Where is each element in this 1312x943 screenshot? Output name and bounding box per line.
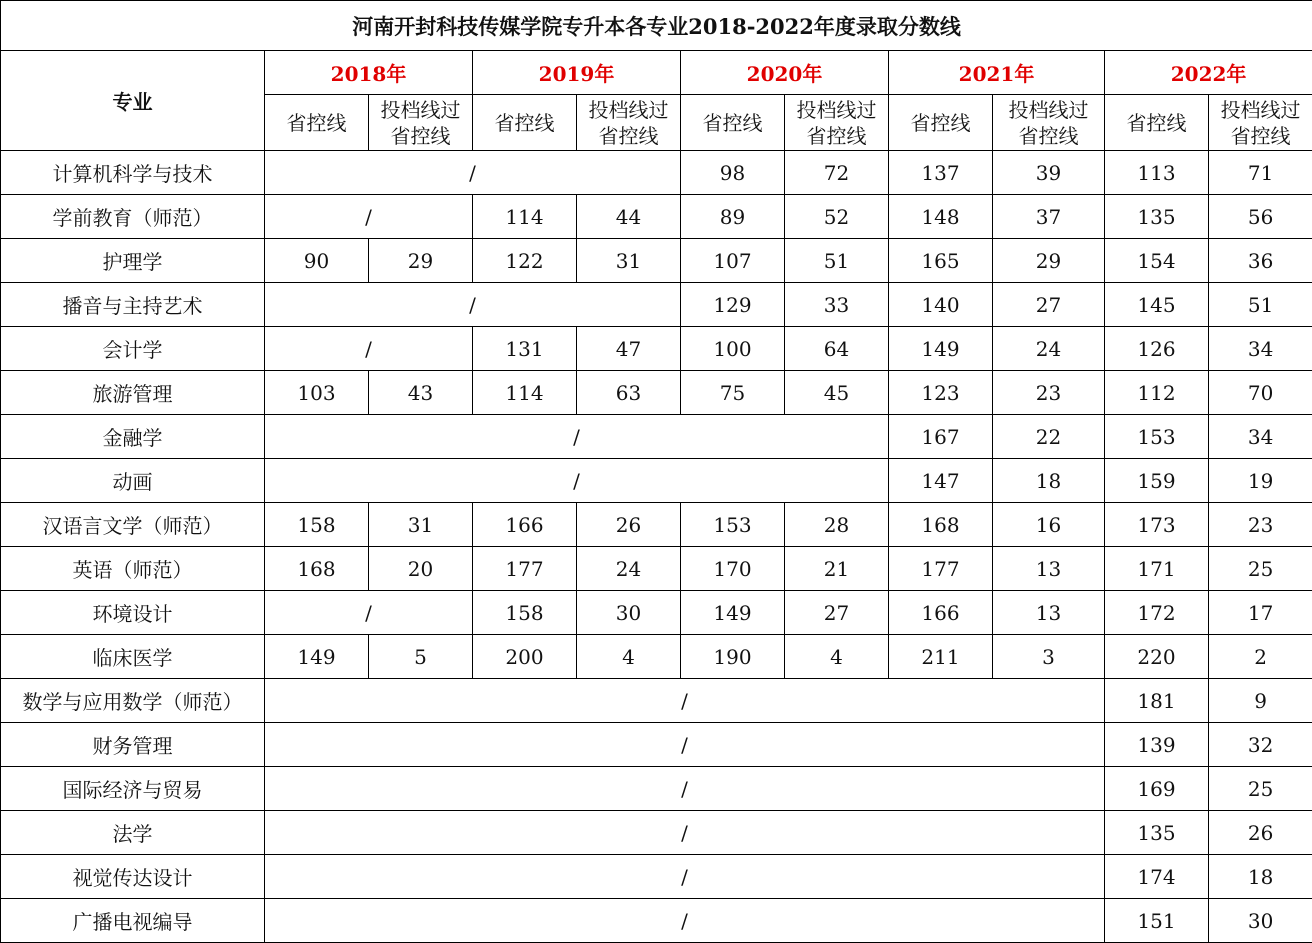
score-cell: 32	[1209, 723, 1312, 767]
score-cell: 39	[993, 151, 1105, 195]
score-cell: 167	[889, 415, 993, 459]
score-cell: 31	[577, 239, 681, 283]
table-row	[1, 327, 1312, 371]
score-cell: 43	[369, 371, 473, 415]
score-cell: 149	[265, 635, 369, 679]
score-cell: 13	[993, 547, 1105, 591]
score-cell: 33	[785, 283, 889, 327]
score-cell: 21	[785, 547, 889, 591]
score-cell: 56	[1209, 195, 1312, 239]
score-cell: 135	[1105, 811, 1209, 855]
score-cell: 190	[681, 635, 785, 679]
score-cell: 22	[993, 415, 1105, 459]
score-cell: 169	[1105, 767, 1209, 811]
score-cell: 135	[1105, 195, 1209, 239]
score-cell: 112	[1105, 371, 1209, 415]
score-cell: 26	[577, 503, 681, 547]
year-header-2020: 2020年	[681, 51, 889, 95]
score-cell: 166	[889, 591, 993, 635]
score-cell: 52	[785, 195, 889, 239]
score-cell: 9	[1209, 679, 1312, 723]
score-cell: 168	[265, 547, 369, 591]
score-cell: 159	[1105, 459, 1209, 503]
no-data-cell: /	[265, 767, 1105, 811]
score-cell: 34	[1209, 327, 1312, 371]
score-cell: 45	[785, 371, 889, 415]
no-data-cell: /	[265, 679, 1105, 723]
score-cell: 171	[1105, 547, 1209, 591]
score-cell: 30	[577, 591, 681, 635]
score-cell: 27	[785, 591, 889, 635]
sub-header-control-line: 省控线	[681, 95, 785, 151]
table-title: 河南开封科技传媒学院专升本各专业2018-2022年度录取分数线	[1, 1, 1312, 51]
table-row	[1, 415, 1312, 459]
score-cell: 149	[889, 327, 993, 371]
table-row	[1, 151, 1312, 195]
score-cell: 145	[1105, 283, 1209, 327]
major-name-cell: 计算机科学与技术	[1, 151, 265, 195]
no-data-cell: /	[265, 151, 681, 195]
no-data-cell: /	[265, 899, 1105, 943]
sub-header-over-control: 投档线过省控线	[1209, 95, 1312, 151]
score-cell: 139	[1105, 723, 1209, 767]
score-cell: 114	[473, 371, 577, 415]
no-data-cell: /	[265, 591, 473, 635]
score-cell: 114	[473, 195, 577, 239]
score-cell: 165	[889, 239, 993, 283]
score-cell: 51	[785, 239, 889, 283]
score-cell: 63	[577, 371, 681, 415]
score-cell: 20	[369, 547, 473, 591]
table-row	[1, 767, 1312, 811]
score-cell: 211	[889, 635, 993, 679]
major-name-cell: 旅游管理	[1, 371, 265, 415]
score-cell: 70	[1209, 371, 1312, 415]
score-cell: 200	[473, 635, 577, 679]
no-data-cell: /	[265, 811, 1105, 855]
sub-header-over-control: 投档线过省控线	[369, 95, 473, 151]
score-cell: 126	[1105, 327, 1209, 371]
score-cell: 71	[1209, 151, 1312, 195]
major-name-cell: 金融学	[1, 415, 265, 459]
sub-header-over-control: 投档线过省控线	[993, 95, 1105, 151]
major-name-cell: 国际经济与贸易	[1, 767, 265, 811]
year-header-2022: 2022年	[1105, 51, 1312, 95]
score-cell: 23	[1209, 503, 1312, 547]
major-name-cell: 动画	[1, 459, 265, 503]
no-data-cell: /	[265, 415, 889, 459]
score-cell: 37	[993, 195, 1105, 239]
major-name-cell: 数学与应用数学（师范）	[1, 679, 265, 723]
score-cell: 158	[473, 591, 577, 635]
score-cell: 24	[993, 327, 1105, 371]
major-name-cell: 临床医学	[1, 635, 265, 679]
score-cell: 23	[993, 371, 1105, 415]
score-cell: 5	[369, 635, 473, 679]
sub-header-control-line: 省控线	[1105, 95, 1209, 151]
score-cell: 25	[1209, 767, 1312, 811]
table-row	[1, 811, 1312, 855]
major-name-cell: 广播电视编导	[1, 899, 265, 943]
score-cell: 17	[1209, 591, 1312, 635]
score-cell: 3	[993, 635, 1105, 679]
major-name-cell: 学前教育（师范）	[1, 195, 265, 239]
score-cell: 98	[681, 151, 785, 195]
table-row	[1, 239, 1312, 283]
year-header-2018: 2018年	[265, 51, 473, 95]
score-cell: 27	[993, 283, 1105, 327]
table-row	[1, 283, 1312, 327]
score-cell: 28	[785, 503, 889, 547]
score-cell: 29	[369, 239, 473, 283]
no-data-cell: /	[265, 327, 473, 371]
major-name-cell: 视觉传达设计	[1, 855, 265, 899]
no-data-cell: /	[265, 195, 473, 239]
major-name-cell: 法学	[1, 811, 265, 855]
score-cell: 26	[1209, 811, 1312, 855]
title-row	[1, 1, 1312, 51]
score-cell: 51	[1209, 283, 1312, 327]
score-cell: 31	[369, 503, 473, 547]
score-cell: 177	[889, 547, 993, 591]
score-cell: 19	[1209, 459, 1312, 503]
table-row	[1, 723, 1312, 767]
score-cell: 149	[681, 591, 785, 635]
major-name-cell: 护理学	[1, 239, 265, 283]
table-row	[1, 635, 1312, 679]
score-cell: 166	[473, 503, 577, 547]
score-cell: 147	[889, 459, 993, 503]
year-header-2021: 2021年	[889, 51, 1105, 95]
score-cell: 30	[1209, 899, 1312, 943]
score-cell: 18	[1209, 855, 1312, 899]
no-data-cell: /	[265, 855, 1105, 899]
score-cell: 177	[473, 547, 577, 591]
score-cell: 72	[785, 151, 889, 195]
no-data-cell: /	[265, 723, 1105, 767]
score-cell: 103	[265, 371, 369, 415]
score-cell: 148	[889, 195, 993, 239]
score-cell: 25	[1209, 547, 1312, 591]
score-cell: 90	[265, 239, 369, 283]
score-cell: 113	[1105, 151, 1209, 195]
sub-header-over-control: 投档线过省控线	[785, 95, 889, 151]
major-name-cell: 英语（师范）	[1, 547, 265, 591]
score-cell: 129	[681, 283, 785, 327]
score-cell: 34	[1209, 415, 1312, 459]
score-cell: 137	[889, 151, 993, 195]
table-row	[1, 195, 1312, 239]
score-cell: 123	[889, 371, 993, 415]
score-cell: 131	[473, 327, 577, 371]
year-header-2019: 2019年	[473, 51, 681, 95]
sub-header-over-control: 投档线过省控线	[577, 95, 681, 151]
major-name-cell: 播音与主持艺术	[1, 283, 265, 327]
no-data-cell: /	[265, 283, 681, 327]
score-cell: 154	[1105, 239, 1209, 283]
score-cell: 122	[473, 239, 577, 283]
major-header: 专业	[1, 51, 265, 151]
table-row	[1, 591, 1312, 635]
major-name-cell: 会计学	[1, 327, 265, 371]
sub-header-control-line: 省控线	[473, 95, 577, 151]
table-row	[1, 459, 1312, 503]
score-cell: 2	[1209, 635, 1312, 679]
score-cell: 220	[1105, 635, 1209, 679]
score-cell: 170	[681, 547, 785, 591]
major-name-cell: 财务管理	[1, 723, 265, 767]
score-cell: 140	[889, 283, 993, 327]
score-cell: 158	[265, 503, 369, 547]
score-cell: 89	[681, 195, 785, 239]
score-cell: 153	[1105, 415, 1209, 459]
score-cell: 13	[993, 591, 1105, 635]
score-cell: 4	[577, 635, 681, 679]
table-row	[1, 371, 1312, 415]
score-cell: 4	[785, 635, 889, 679]
sub-header-control-line: 省控线	[889, 95, 993, 151]
table-row	[1, 547, 1312, 591]
score-cell: 47	[577, 327, 681, 371]
score-cell: 44	[577, 195, 681, 239]
table-row	[1, 899, 1312, 943]
no-data-cell: /	[265, 459, 889, 503]
score-cell: 151	[1105, 899, 1209, 943]
score-cell: 64	[785, 327, 889, 371]
score-cell: 75	[681, 371, 785, 415]
table-row	[1, 855, 1312, 899]
score-cell: 24	[577, 547, 681, 591]
score-cell: 174	[1105, 855, 1209, 899]
score-cell: 18	[993, 459, 1105, 503]
sub-header-control-line: 省控线	[265, 95, 369, 151]
score-cell: 153	[681, 503, 785, 547]
year-header-row	[1, 51, 1312, 95]
score-cell: 181	[1105, 679, 1209, 723]
score-cell: 168	[889, 503, 993, 547]
score-cell: 100	[681, 327, 785, 371]
major-name-cell: 环境设计	[1, 591, 265, 635]
table-row	[1, 679, 1312, 723]
major-name-cell: 汉语言文学（师范）	[1, 503, 265, 547]
score-cell: 107	[681, 239, 785, 283]
score-cell: 36	[1209, 239, 1312, 283]
table-row	[1, 503, 1312, 547]
score-cell: 173	[1105, 503, 1209, 547]
score-cell: 16	[993, 503, 1105, 547]
score-cell: 29	[993, 239, 1105, 283]
score-cell: 172	[1105, 591, 1209, 635]
